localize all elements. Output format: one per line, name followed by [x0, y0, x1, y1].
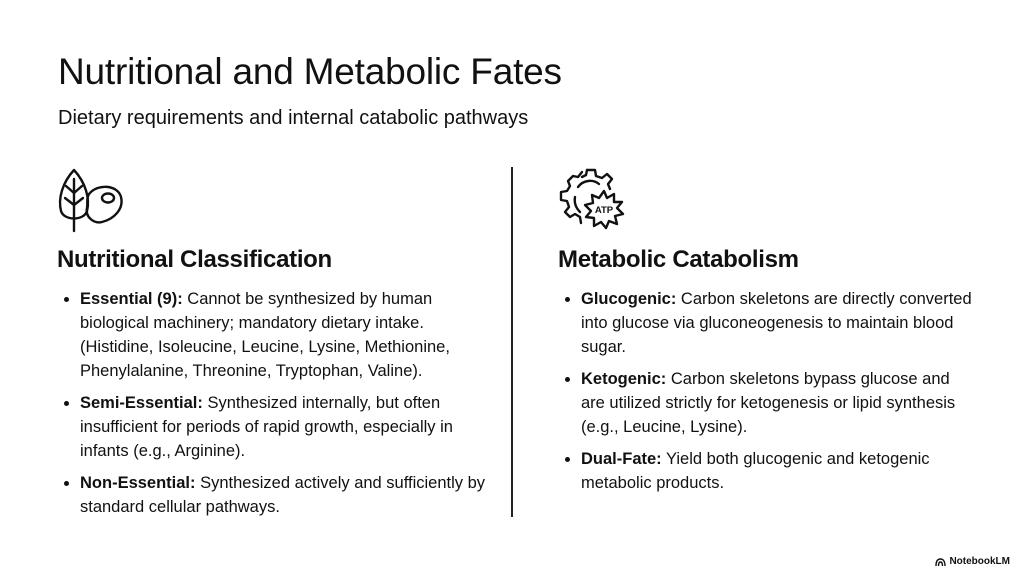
leaf-and-meat-icon — [56, 165, 126, 235]
notebooklm-logo-icon — [935, 558, 946, 566]
item-term: Dual-Fate: — [581, 450, 662, 469]
list-item — [56, 391, 496, 463]
list-item — [557, 367, 977, 439]
metabolic-list — [557, 287, 977, 495]
item-text: Synthesized internally, but often insufficient for periods of rapid growth, especially in infants (e.g., Arginine). — [80, 394, 453, 461]
item-text: Synthesized actively and sufficiently by standard cellular pathways. — [80, 474, 486, 517]
item-term: Non-Essential: — [80, 474, 196, 493]
item-text: Yield both glucogenic and ketogenic metabolic products. — [581, 450, 930, 493]
item-term: Ketogenic: — [581, 370, 667, 389]
list-item — [557, 447, 977, 495]
item-text: Cannot be synthesized by human biological machinery; mandatory dietary intake. (Histidine, Isoleucine, Leucine, Lysine, Methionine, Phenylalanine, Threonine, Tryptophan, Valine). — [80, 290, 450, 381]
list-item — [56, 471, 496, 519]
item-text: Carbon skeletons bypass glucose and are utilized strictly for ketogenesis or lipid synthesis (e.g., Leucine, Lysine). — [581, 370, 956, 437]
slide-subtitle: Dietary requirements and internal catabolic pathways — [58, 107, 529, 129]
slide-title: Nutritional and Metabolic Fates — [58, 51, 562, 92]
metabolic-heading: Metabolic Catabolism — [558, 246, 799, 273]
list-item — [56, 287, 496, 383]
gear-atp-icon — [557, 165, 627, 235]
notebooklm-brand — [935, 556, 1010, 567]
nutritional-heading: Nutritional Classification — [57, 246, 332, 273]
nutritional-column — [56, 165, 496, 527]
column-divider — [511, 167, 513, 517]
nutritional-list — [56, 287, 496, 519]
atp-label: ATP — [594, 205, 614, 216]
list-item — [557, 287, 977, 359]
item-term: Glucogenic: — [581, 290, 677, 309]
brand-label: NotebookLM — [949, 556, 1010, 567]
item-term: Semi-Essential: — [80, 394, 203, 413]
item-text: Carbon skeletons are directly converted into glucose via gluconeogenesis to maintain blood sugar. — [581, 290, 972, 357]
item-term: Essential (9): — [80, 290, 183, 309]
metabolic-column — [557, 165, 977, 503]
